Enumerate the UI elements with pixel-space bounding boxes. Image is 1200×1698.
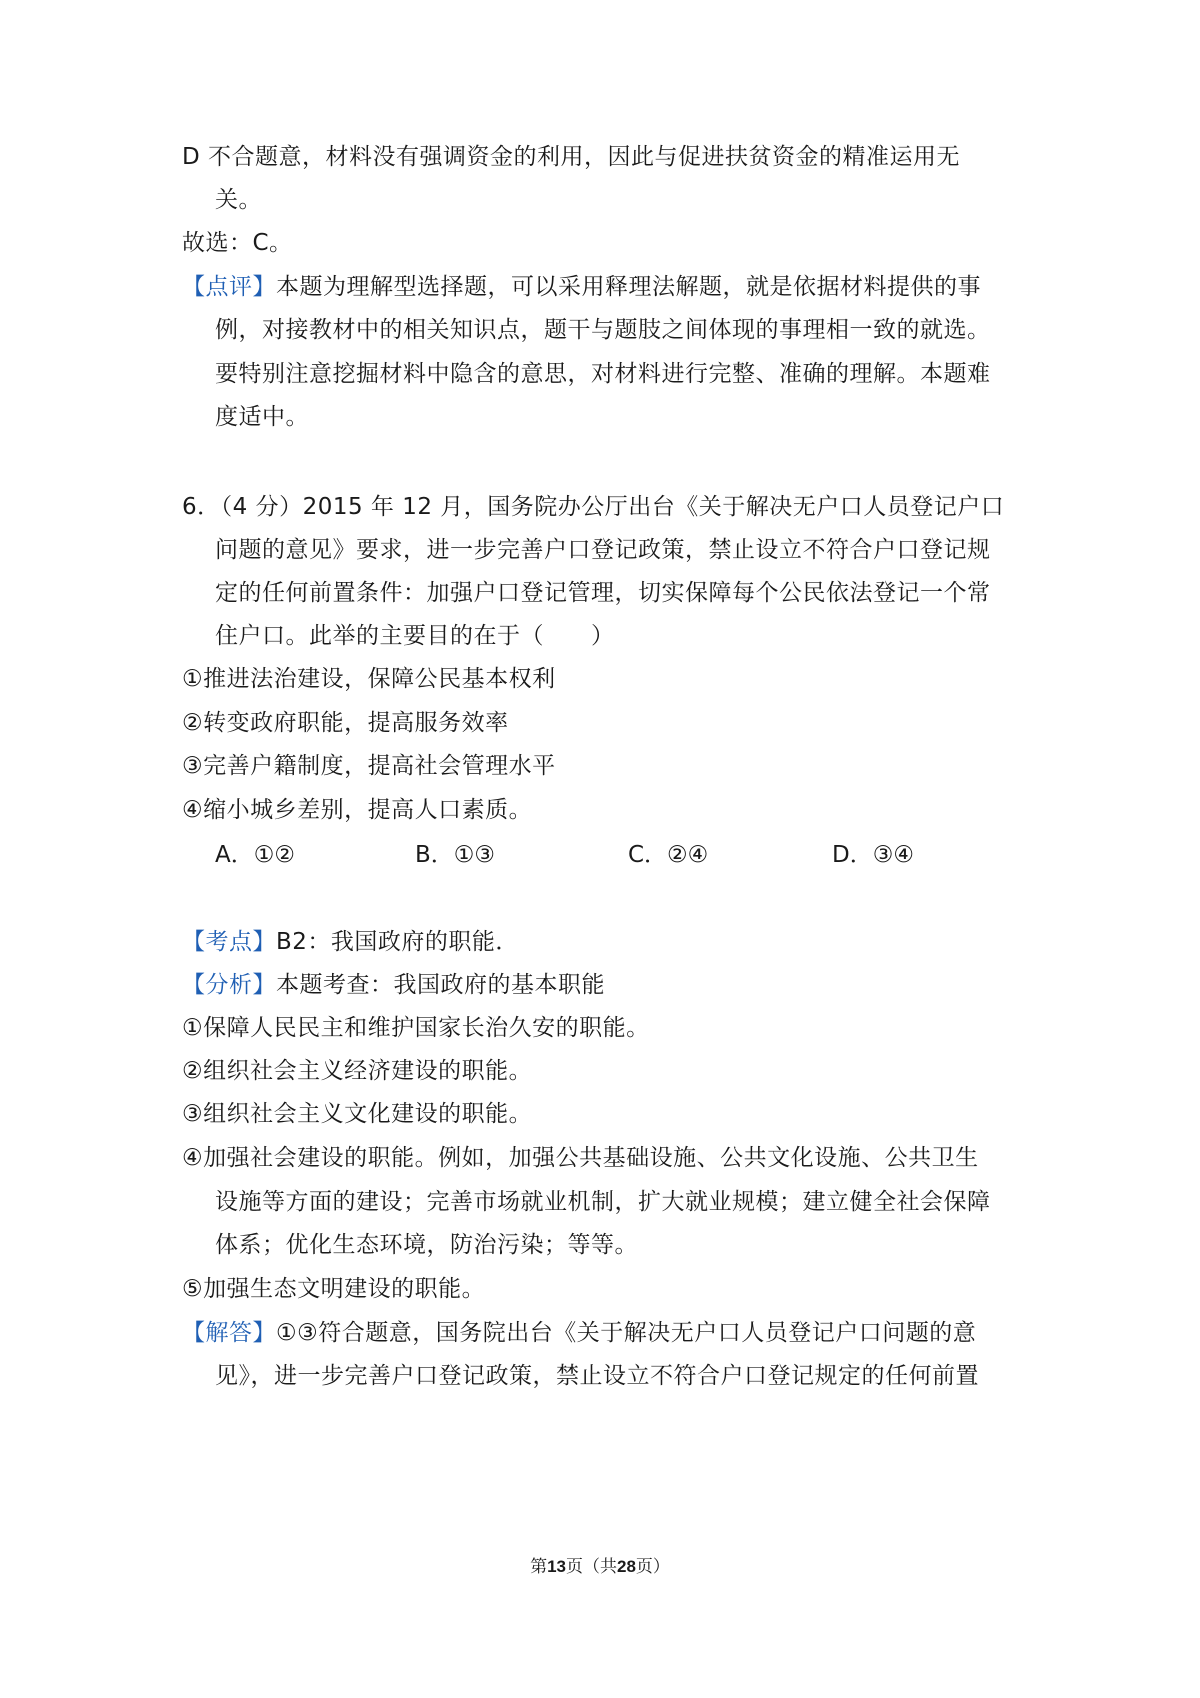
footer-page-number: 13 [547, 1557, 566, 1576]
kaodian-text: B2：我国政府的职能． [276, 929, 519, 955]
review-line-1 [182, 270, 981, 304]
analysis-point: ①保障人民民主和维护国家长治久安的职能。 [182, 1015, 650, 1041]
option-d: D．③④ [832, 842, 914, 868]
analysis-point: ⑤加强生态文明建设的职能。 [182, 1276, 486, 1302]
statement-item: ③完善户籍制度，提高社会管理水平 [182, 753, 556, 779]
question-stem-4: 住户口。此举的主要目的在于（ ） [215, 623, 615, 649]
review-text: 本题为理解型选择题，可以采用释理法解题，就是依据材料提供的事 [276, 274, 981, 300]
question-stem-1: 6．（4 分）2015 年 12 月，国务院办公厅出台《关于解决无户口人员登记户口 [182, 494, 1005, 520]
option-a: A．①② [215, 842, 295, 868]
answer-line: 故选：C。 [182, 230, 293, 256]
kaodian-tag: 【考点】 [182, 929, 276, 955]
analysis-point: ②组织社会主义经济建设的职能。 [182, 1058, 533, 1084]
footer-total-pages: 28 [617, 1557, 636, 1576]
footer-suffix: 页） [635, 1557, 670, 1577]
statement-item: ④缩小城乡差别，提高人口素质。 [182, 797, 533, 823]
jieda-line-2: 见》，进一步完善户口登记政策，禁止设立不符合户口登记规定的任何前置 [215, 1363, 979, 1389]
footer-prefix: 第 [530, 1557, 548, 1577]
jieda-line-1 [182, 1316, 976, 1350]
footer-middle: 页（共 [566, 1557, 617, 1577]
fenxi-text: 本题考查：我国政府的基本职能 [276, 972, 605, 998]
question-stem-3: 定的任何前置条件：加强户口登记管理，切实保障每个公民依法登记一个常 [215, 580, 991, 606]
statement-item: ②转变政府职能，提高服务效率 [182, 710, 509, 736]
analysis-point: ④加强社会建设的职能。例如，加强公共基础设施、公共文化设施、公共卫生 [182, 1145, 979, 1171]
fenxi-tag: 【分析】 [182, 972, 276, 998]
option-c: C．②④ [628, 842, 709, 868]
page-footer [0, 1552, 1200, 1577]
option-b: B．①③ [415, 842, 496, 868]
option-d-explanation-cont: 关。 [215, 187, 262, 213]
question-stem-2: 问题的意见》要求，进一步完善户口登记政策，禁止设立不符合户口登记规 [215, 537, 991, 563]
review-tag: 【点评】 [182, 274, 276, 300]
statement-item: ①推进法治建设，保障公民基本权利 [182, 666, 556, 692]
jieda-tag: 【解答】 [182, 1320, 276, 1346]
analysis-point-cont: 设施等方面的建设；完善市场就业机制，扩大就业规模；建立健全社会保障 [215, 1189, 991, 1215]
fenxi-line [182, 968, 605, 1002]
option-d-explanation: D 不合题意，材料没有强调资金的利用，因此与促进扶贫资金的精准运用无 [182, 144, 961, 170]
review-line-3: 要特别注意挖掘材料中隐含的意思，对材料进行完整、准确的理解。本题难 [215, 361, 991, 387]
review-line-4: 度适中。 [215, 404, 309, 430]
analysis-point-cont: 体系；优化生态环境，防治污染；等等。 [215, 1232, 638, 1258]
review-line-2: 例，对接教材中的相关知识点，题干与题肢之间体现的事理相一致的就选。 [215, 317, 991, 343]
jieda-text: ①③符合题意，国务院出台《关于解决无户口人员登记户口问题的意 [276, 1320, 977, 1346]
analysis-point: ③组织社会主义文化建设的职能。 [182, 1101, 533, 1127]
kaodian-line [182, 925, 519, 959]
